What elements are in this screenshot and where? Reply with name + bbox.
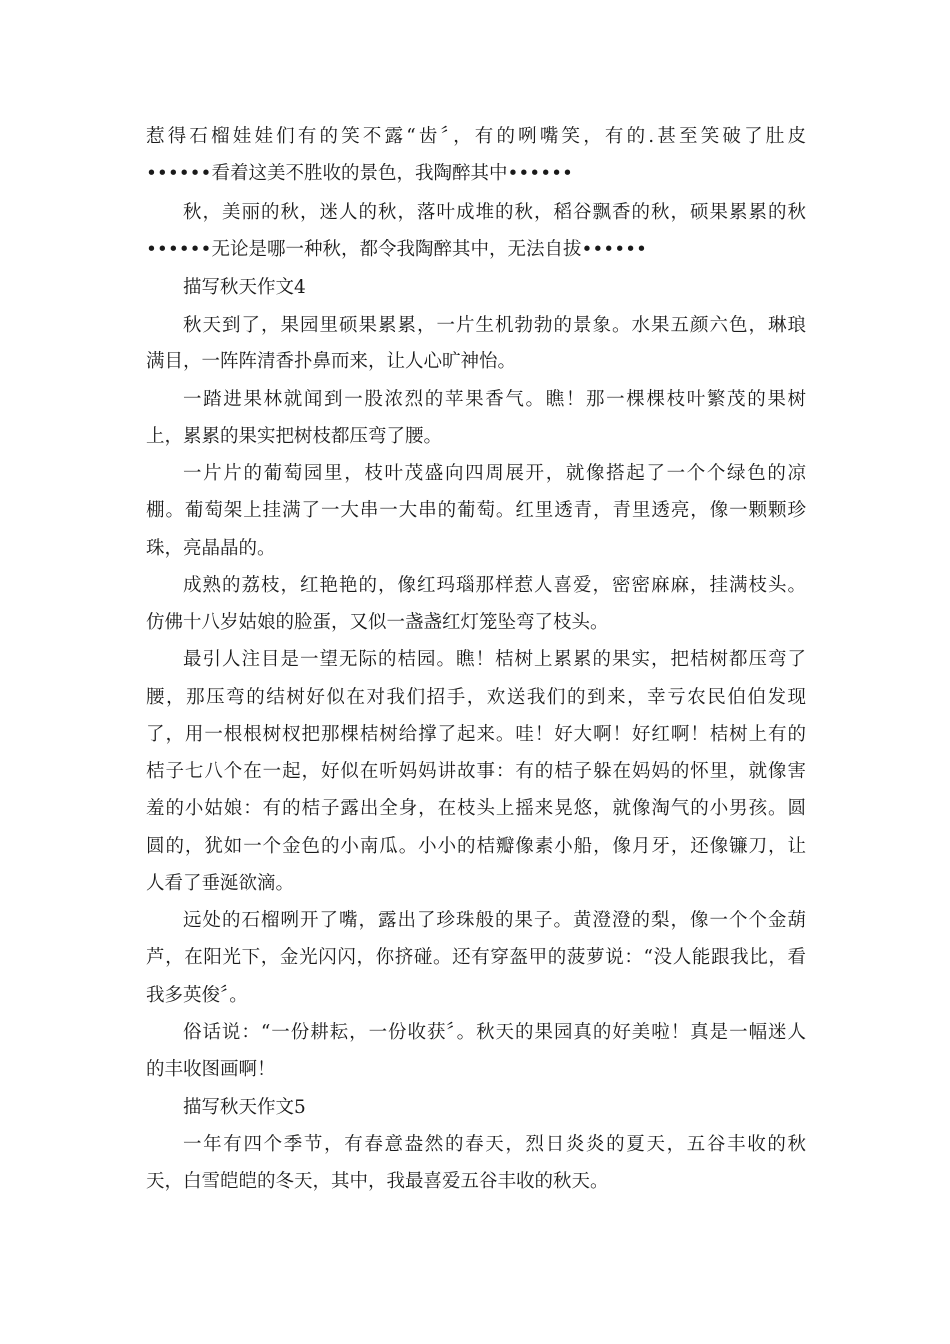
- text-line: 珠，亮晶晶的。: [146, 538, 276, 559]
- text-line: 的丰收图画啊！: [146, 1059, 276, 1080]
- text-line: 人看了垂涎欲滴。: [146, 873, 295, 894]
- text-line: 了，用一根根树杈把那棵桔树给撑了起来。哇！好大啊！好红啊！桔树上有的: [146, 724, 806, 745]
- text-line: 棚。葡萄架上挂满了一大串一大串的葡萄。红里透青，青里透亮，像一颗颗珍: [146, 500, 806, 521]
- text-line: 俗话说：“一份耕耘，一份收获〞。秋天的果园真的好美啦！真是一幅迷人: [183, 1022, 806, 1043]
- text-line: 秋天到了，果园里硕果累累，一片生机勃勃的景象。水果五颜六色，琳琅: [183, 315, 806, 336]
- section-heading: 描写秋天作文5: [183, 1097, 306, 1118]
- text-line: 最引人注目是一望无际的桔园。瞧！桔树上累累的果实，把桔树都压弯了: [183, 649, 806, 670]
- text-line: 上，累累的果实把树枝都压弯了腰。: [146, 426, 443, 447]
- text-line: 一片片的葡萄园里，枝叶茂盛向四周展开，就像搭起了一个个绿色的凉: [183, 463, 806, 484]
- text-line: 羞的小姑娘：有的桔子露出全身，在枝头上摇来晃悠，就像淘气的小男孩。圆: [146, 798, 806, 819]
- text-line: 一踏进果林就闻到一股浓烈的苹果香气。瞧！那一棵棵枝叶繁茂的果树: [183, 389, 806, 410]
- text-line: 满目，一阵阵清香扑鼻而来，让人心旷神怡。: [146, 351, 517, 372]
- text-line: 天，白雪皑皑的冬天，其中，我最喜爱五谷丰收的秋天。: [146, 1171, 609, 1192]
- text-line: 仿佛十八岁姑娘的脸蛋，又似一盏盏红灯笼坠弯了枝头。: [146, 612, 609, 633]
- text-line: 我多英俊〞。: [146, 985, 248, 1006]
- text-line: 远处的石榴咧开了嘴，露出了珍珠般的果子。黄澄澄的梨，像一个个金葫: [183, 910, 806, 931]
- text-line: 圆的，犹如一个金色的小南瓜。小小的桔瓣像素小船，像月牙，还像镰刀，让: [146, 836, 806, 857]
- section-heading: 描写秋天作文4: [183, 277, 306, 298]
- text-line: 成熟的荔枝，红艳艳的，像红玛瑙那样惹人喜爱，密密麻麻，挂满枝头。: [183, 575, 806, 596]
- text-line: 腰，那压弯的结树好似在对我们招手，欢送我们的到来，幸亏农民伯伯发现: [146, 687, 806, 708]
- text-line: 秋，美丽的秋，迷人的秋，落叶成堆的秋，稻谷飘香的秋，硕果累累的秋: [183, 202, 806, 223]
- text-line: 惹得石榴娃娃们有的笑不露“齿〞，有的咧嘴笑，有的.甚至笑破了肚皮: [146, 126, 806, 147]
- text-line: 芦，在阳光下，金光闪闪，你挤碰。还有穿盔甲的菠萝说：“没人能跟我比，看: [146, 947, 806, 968]
- text-line: 一年有四个季节，有春意盎然的春天，烈日炎炎的夏天，五谷丰收的秋: [183, 1134, 806, 1155]
- text-line: 桔子七八个在一起，好似在听妈妈讲故事：有的桔子躲在妈妈的怀里，就像害: [146, 761, 806, 782]
- text-line: ••••••无论是哪一种秋，都令我陶醉其中，无法自拔••••••: [146, 239, 647, 260]
- text-line: ••••••看着这美不胜收的景色，我陶醉其中••••••: [146, 163, 573, 184]
